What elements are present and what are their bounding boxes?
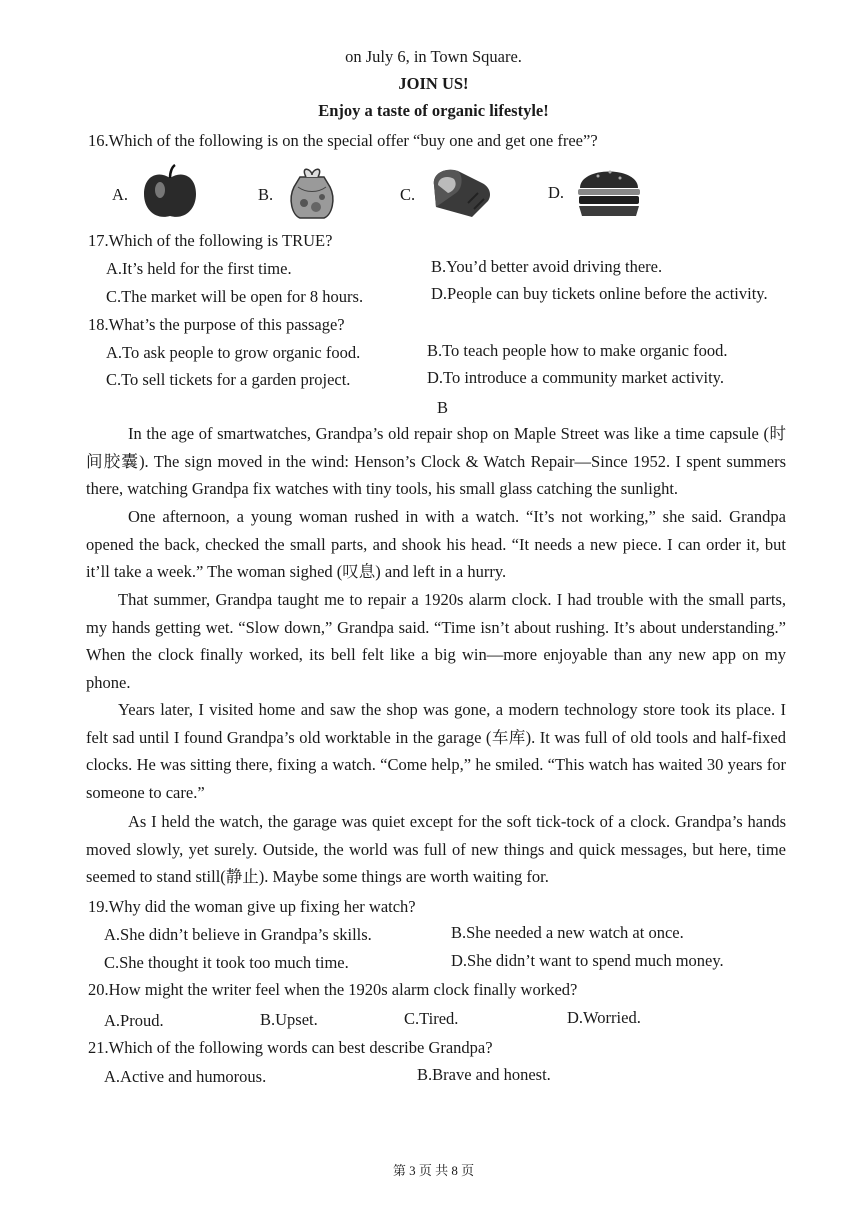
q18-option-b: B.To teach people how to make organic food. [427, 341, 728, 360]
q21-option-b: B.Brave and honest. [417, 1065, 551, 1084]
q17-question: 17.Which of the following is TRUE? [88, 231, 333, 250]
q17-option-a: A.It’s held for the first time. [106, 259, 292, 278]
enjoy-heading: Enjoy a taste of organic lifestyle! [318, 101, 549, 120]
event-date-line: on July 6, in Town Square. [345, 47, 522, 66]
jar-icon [286, 163, 338, 221]
q18-option-a: A.To ask people to grow organic food. [106, 343, 361, 362]
q16-option-a-label: A. [112, 185, 129, 204]
passage-paragraph-2: One afternoon, a young woman rushed in with a watch. “It’s not working,” she said. Grandpa opened the back, checked the small parts, and shook his head. “It needs a new piece. I can order it, but it’ll take a week.” The woman sighed (叹息) and left in a hurry. [86, 507, 786, 581]
q19-option-b: B.She needed a new watch at once. [451, 923, 684, 942]
q19-option-d: D.She didn’t want to spend much money. [451, 951, 724, 970]
q18-option-c: C.To sell tickets for a garden project. [106, 370, 351, 389]
q17-option-b: B.You’d better avoid driving there. [431, 257, 663, 276]
page-footer: 第 3 页 共 8 页 [392, 1163, 475, 1178]
q18-question: 18.What’s the purpose of this passage? [88, 315, 345, 334]
q18-option-d: D.To introduce a community market activity. [427, 368, 724, 387]
join-us-heading: JOIN US! [398, 74, 469, 93]
q19-option-c: C.She thought it took too much time. [104, 953, 349, 972]
passage-paragraph-1: In the age of smartwatches, Grandpa’s old repair shop on Maple Street was like a time capsule (时间胶囊). The sign moved in the wind: Henson’s Clock & Watch Repair—Since 1952. I spent summers there, watching Grandpa fix watches with tiny tools, his small glass catching the sunlight. [86, 424, 786, 498]
q19-question: 19.Why did the woman give up fixing her watch? [88, 897, 416, 916]
apple-icon [140, 164, 200, 222]
passage-paragraph-5: As I held the watch, the garage was quiet except for the soft tick-tock of a clock. Grandpa’s hands moved slowly, yet surely. Outside, the world was full of new things and quick messages, but here, time seemed to stand still(静止). Maybe some things are worth waiting for. [86, 812, 786, 886]
q16-option-d-label: D. [548, 183, 565, 202]
section-b-label: B [437, 398, 449, 417]
bread-icon [428, 163, 494, 221]
passage-paragraph-3: That summer, Grandpa taught me to repair a 1920s alarm clock. I had trouble with the small parts, my hands getting wet. “Slow down,” Grandpa said. “Time isn’t about rushing. It’s about understanding.” When the clock finally worked, its bell felt like a big win—more enjoyable than any new app on my phone. [86, 590, 786, 692]
q20-option-b: B.Upset. [260, 1010, 318, 1029]
q20-option-a: A.Proud. [104, 1011, 164, 1030]
q17-option-d: D.People can buy tickets online before the activity. [431, 284, 768, 303]
q19-option-a: A.She didn’t believe in Grandpa’s skills. [104, 925, 372, 944]
q17-option-c: C.The market will be open for 8 hours. [106, 287, 364, 306]
q16-question: 16.Which of the following is on the special offer “buy one and get one free”? [88, 131, 598, 150]
q20-option-c: C.Tired. [404, 1009, 459, 1028]
q21-option-a: A.Active and humorous. [104, 1067, 267, 1086]
passage-paragraph-4: Years later, I visited home and saw the shop was gone, a modern technology store took its place. I felt sad until I found Grandpa’s old worktable in the garage (车库). It was full of old tools and half-fixed clocks. He was sitting there, fixing a watch. “Come help,” he smiled. “This watch has waited 30 years for someone to care.” [86, 700, 786, 802]
q20-option-d: D.Worried. [567, 1008, 641, 1027]
q16-option-b-label: B. [258, 185, 274, 204]
q21-question: 21.Which of the following words can best describe Grandpa? [88, 1038, 493, 1057]
q20-question: 20.How might the writer feel when the 1920s alarm clock finally worked? [88, 980, 578, 999]
burger-icon [576, 160, 642, 220]
q16-option-c-label: C. [400, 185, 416, 204]
